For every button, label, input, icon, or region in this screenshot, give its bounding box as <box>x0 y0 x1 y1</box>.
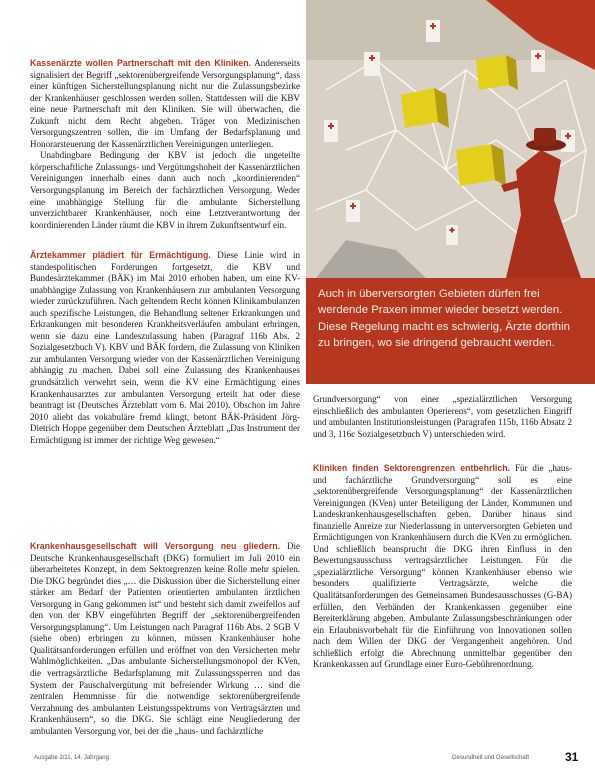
section-heading: Ärztekammer plädiert für Ermächtigung. <box>30 250 211 260</box>
section-aerztekammer <box>30 250 300 446</box>
section-heading: Kliniken finden Sektorengrenzen entbehrlich. <box>313 463 511 473</box>
section-krankenhausgesellschaft-continued <box>313 394 572 440</box>
page-number: 31 <box>565 750 579 764</box>
footer-issue: Ausgabe 2/11, 14. Jahrgang <box>34 755 109 761</box>
image-caption: Auch in überversorgten Gebieten dürfen frei werdende Praxen immer wieder besetzt werden. Diese Regelung macht es schwierig, Ärzte dorthin zu bringen, wo sie dringend gebraucht werden. <box>306 278 595 384</box>
section-paragraph: Krankenhausgesellschaft will Versorgung neu gliedern. Die Deutsche Krankenhausgesellschaft (DKG) formuliert im Juli 2010 ein überarbeitetes Konzept, in dem Sektorgrenzen keine Rolle mehr spielen. Die DKG begründet dies „… die Diskussion über die Sicherstellung einer stärker am Bedarf der Patienten orientierten ambulanten ärztlichen Versorgung in Gang gekommen ist“ und besteht sich damit zweifellos auf den von der KBV eingeführten Begriff der „sektorenübergreifenden Versorgungsplanung“. Um Leistungen nach Paragraf 116b Abs. 2 SGB V (siehe oben) erbringen zu können, müssen Krankenhäuser hohe Qualitätsanforderungen erfüllen und eröffnet von den Versicherten mehr Wahlmöglichkeiten. „Das ambulante Sicherstellungsmonopol der KVen, die vertragsärztliche Bedarfsplanung mit Zulassungssperren und das System der Pauschalvergütung mit befreiender Wirkung … sind die zentralen Hemmnisse für die notwendige sektorenübergreifende Verzahnung des ambulanten Leistungsspektrums von Vertragsärzten und Krankenhäusern“, so die DKG. Sie schlägt eine Neugliederung der ambulanten Versorgung vor, bei der die „haus- und fachärztliche <box>30 541 300 736</box>
section-heading: Kassenärzte wollen Partnerschaft mit den Kliniken. <box>30 58 252 68</box>
section-paragraph: Kassenärzte wollen Partnerschaft mit den Kliniken. Andererseits signalisiert der Begriff „sektorenübergreifende Versorgungsplanung“, dass einer künftigen Sicherstellungsplanung nicht nur die Zulassungsbezirke der Krankenhäuser geschlossen werden sollen. Stattdessen will die KBV eine neue Partnerschaft mit den Kliniken. Sie will überwachen, die Zukunft nicht dem Recht abgeben. Träger von Medizinischen Versorgungszentren sollen, die im Umfang der Bedarfsplanung und Honorarsteuerung der Kassenärztlichen Vereinigungen unterliegen. <box>30 58 300 149</box>
section-paragraph: Grundversorgung“ von einer „spezialärztlichen Versorgung einschließlich des ambulanten Operierens“, vom gesetzlichen Eingriff und ambulanten Institutionsleistungen (Paragrafen 115b, 116b Absatz 2 und 3, 116c Sozialgesetzbuch V) unterschieden wird. <box>313 394 572 439</box>
section-paragraph: Unabdingbare Bedingung der KBV ist jedoch die ungeteilte körperschaftliche Zulassungs- und Vergütungshoheit der Kassenärztlichen Vereinigungen innerhalb eines dann auch noch „koordinierenden“ Versorgungsplanung im Bereich der fachärztlichen Versorgung. Weder eine unabhängige Stellung für die ambulante Sicherstellung unverzichtbarer Krankenhäuser, noch eine Letztverantwortung der koordinierenden Länder räumt die KBV in ihrem Zukunftsentwurf ein. <box>30 150 300 230</box>
illustration <box>306 0 595 278</box>
section-krankenhausgesellschaft <box>30 541 300 737</box>
section-heading: Krankenhausgesellschaft will Versorgung neu gliedern. <box>30 541 281 551</box>
section-paragraph: Ärztekammer plädiert für Ermächtigung. Diese Linie wird in standespolitischen Forderungen fortgesetzt, die KBV und Bundesärztekammer (BÄK) im Mai 2010 erhoben haben, um eine KV-unabhängige Zulassung von Krankenhäusern zur ambulanten Versorgung wieder zurückzuführen. Nach geltendem Recht können Klinikambulanzen auch spezifische Leistungen, die Behandlung seltener Erkrankungen und Erkrankungen mit besonderen Krankheitsverläufen ambulant erbringen, wenn sie dazu eine Landeszulassung haben (Paragraf 116b Abs. 2 Sozialgesetzbuch V). KBV und BÄK fordern, die Zulassung von Kliniken zur ambulanten Versorgung wieder von der Kassenärztlichen Vereinigung abhängig zu machen. Dabei soll eine Zulassung des Krankenhauses grundsätzlich verwehrt sein, wenn die KV eine Ermächtigung eines Krankenhausarztes zur ambulanten Versorgung erteilt hat oder diese beantragt ist (Deutsches Ärzteblatt vom 6. Mai 2010). Obschon im Jahre 2010 aliebt das vokabuläre fremd klingt, betont BÄK-Präsident Jörg-Dietrich Hoppe gegenüber dem Deutschen Ärzteblatt „Das Instrument der Ermächtigung ist immer der richtige Weg gewesen.“ <box>30 250 301 445</box>
section-paragraph: Kliniken finden Sektorengrenzen entbehrlich. Für die „haus- und fachärztliche Grundversorgung“ soll es eine „sektorenübergreifende Versorgungsplanung“ der Kassenärztlichen Vereinigungen (KVen) unter Beteiligung der Länder, Kommunen und Landeskrankenhausgesellschaften geben. Darüber hinaus sind finanzielle Anreize zur Niederlassung in unterversorgten Gebieten und Ermächtigungen von Krankenhäusern durch die KVen zu ermöglichen. Und schließlich beansprucht die DKG ihren Einfluss in den Bewertungsausschuss vertragsärztlicher Leistungen. Für die „spezialärztliche Versorgung“ können Krankenhäuser ebenso wie besonders qualifizierte Vertragsärzte, welche die Qualitätsanforderungen des Gemeinsamen Bundesausschusses (G-BA) erfüllen, den Verbänden der Krankenkassen gegenüber eine Bereiterklärung abgeben. Ambulante Zulassungsbeschränkungen oder ein Erlaubnisvorbehalt für die Einführung von Innovationen sollen nach dem Willen der DKG der Vergangenheit angehören. Und schließlich erfolgt die Abrechnung unmittelbar gegenüber den Krankenkassen auf Grundlage einer Euro-Gebührenordnung. <box>313 463 572 670</box>
section-partnership <box>30 58 300 231</box>
section-sektorengrenzen <box>313 463 572 671</box>
footer-magazine: Gesundheit und Gesellschaft <box>452 755 530 761</box>
